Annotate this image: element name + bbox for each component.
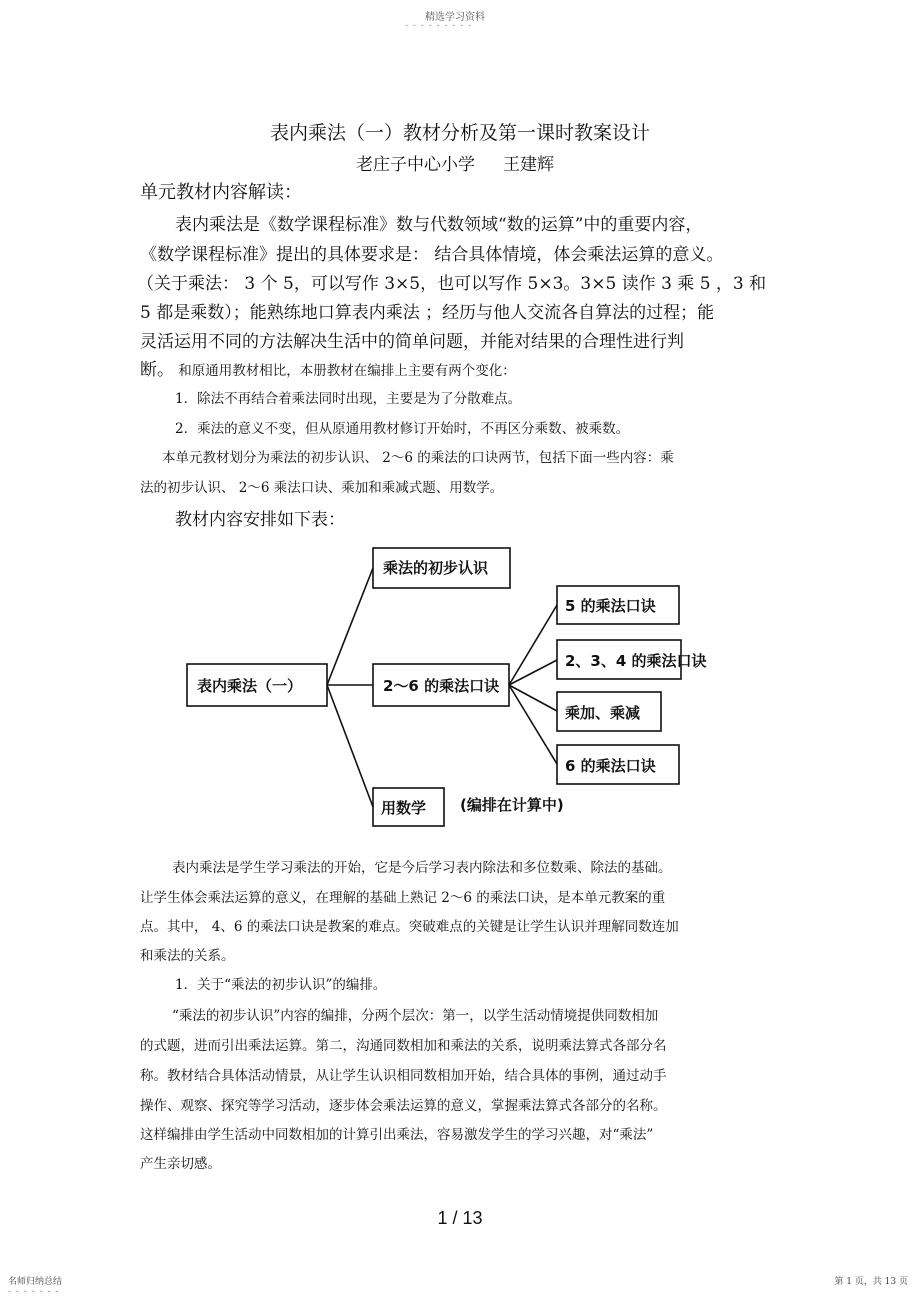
diagram-subbranch-label: 乘加、乘减 [565, 704, 641, 722]
header-dashes: - - - - - - - - - [405, 21, 473, 31]
paragraph-line: 点。其中， 4、6 的乘法口诀是教案的难点。突破难点的关键是让学生认识并理解同数连加 [140, 919, 679, 935]
paragraph-line: 称。教材结合具体活动情景，从让学生认识相同数相加开始，结合具体的事例，通过动手 [140, 1068, 667, 1084]
header-label: 精选学习资料 [425, 12, 485, 23]
table-intro: 教材内容安排如下表： [175, 510, 345, 530]
content-tree-diagram [0, 540, 920, 840]
author-school: 老庄子中心小学 [356, 155, 475, 175]
change-item: 1．除法不再结合着乘法同时出现，主要是为了分散难点。 [175, 391, 522, 407]
diagram-branch-label: 乘法的初步认识 [383, 559, 489, 577]
footer-left: 名师归纳总结 [8, 1277, 63, 1287]
paragraph-line: 灵活运用不同的方法解决生活中的简单问题，并能对结果的合理性进行判 [140, 332, 684, 352]
paragraph-line: （关于乘法： 3 个 5，可以写作 3×5，也可以写作 5×3。3×5 读作 3 乘 5 ，3 和 [137, 274, 767, 294]
paragraph-line: 表内乘法是《数学课程标准》数与代数领域“数的运算”中的重要内容， [175, 215, 703, 235]
paragraph-line: 表内乘法是学生学习乘法的开始，它是今后学习表内除法和多位数乘、除法的基础。 [172, 860, 672, 876]
paragraph-line [140, 355, 516, 380]
paragraph-line: 产生亲切感。 [140, 1156, 221, 1172]
diagram-branch-label: 2～6 的乘法口诀 [383, 677, 500, 695]
paragraph-line: 《数学课程标准》提出的具体要求是： 结合具体情境，体会乘法运算的意义。 [140, 245, 724, 265]
diagram-root-label: 表内乘法（一） [197, 677, 303, 695]
diagram-subbranch-label: 2、3、4 的乘法口诀 [565, 652, 707, 670]
diagram-subbranch-label: 5 的乘法口诀 [565, 597, 656, 615]
footer-left-dashes: - - - - - - - [8, 1287, 60, 1297]
page-number: 1 / 13 [437, 1208, 483, 1228]
paragraph-line: 法的初步认识、 2～6 乘法口诀、乘加和乘减式题、用数学。 [140, 480, 504, 496]
paragraph-tail-big: 断。 [140, 360, 174, 380]
footer-right: 第 1 页，共 13 页 [834, 1277, 908, 1287]
paragraph-line: “乘法的初步认识”内容的编排，分两个层次：第一，以学生活动情境提供同数相加 [172, 1008, 659, 1024]
diagram-subbranch-label: 6 的乘法口诀 [565, 757, 656, 775]
section-heading: 单元教材内容解读： [140, 182, 302, 203]
page-title: 表内乘法（一）教材分析及第一课时教案设计 [269, 122, 650, 144]
paragraph-line: 和乘法的关系。 [140, 948, 235, 964]
item-1-heading: 1．关于“乘法的初步认识”的编排。 [175, 977, 387, 993]
paragraph-line: 本单元教材划分为乘法的初步认识、 2～6 的乘法的口诀两节，包括下面一些内容：乘 [162, 450, 674, 466]
paragraph-tail-small: 和原通用教材相比，本册教材在编排上主要有两个变化： [174, 363, 516, 379]
paragraph-line: 的式题，进而引出乘法运算。第二，沟通同数相加和乘法的关系，说明乘法算式各部分名 [140, 1038, 667, 1054]
paragraph-line: 5 都是乘数）；能熟练地口算表内乘法 ；经历与他人交流各自算法的过程；能 [140, 303, 715, 323]
paragraph-line: 让学生体会乘法运算的意义，在理解的基础上熟记 2～6 的乘法口诀，是本单元教案的重 [140, 890, 666, 906]
paragraph-line: 操作、观察、探究等学习活动，逐步体会乘法运算的意义，掌握乘法算式各部分的名称。 [140, 1098, 667, 1114]
diagram-branch-label: 用数学 [381, 799, 427, 817]
diagram-connector [509, 685, 557, 764]
diagram-connector [327, 685, 373, 807]
change-item: 2．乘法的意义不变，但从原通用教材修订开始时，不再区分乘数、被乘数。 [175, 421, 630, 437]
author-name: 王建辉 [503, 155, 554, 175]
paragraph-line: 这样编排由学生活动中同数相加的计算引出乘法，容易激发学生的学习兴趣，对“乘法” [140, 1127, 654, 1143]
diagram-connector [327, 568, 373, 685]
diagram-note: (编排在计算中) [460, 796, 564, 814]
